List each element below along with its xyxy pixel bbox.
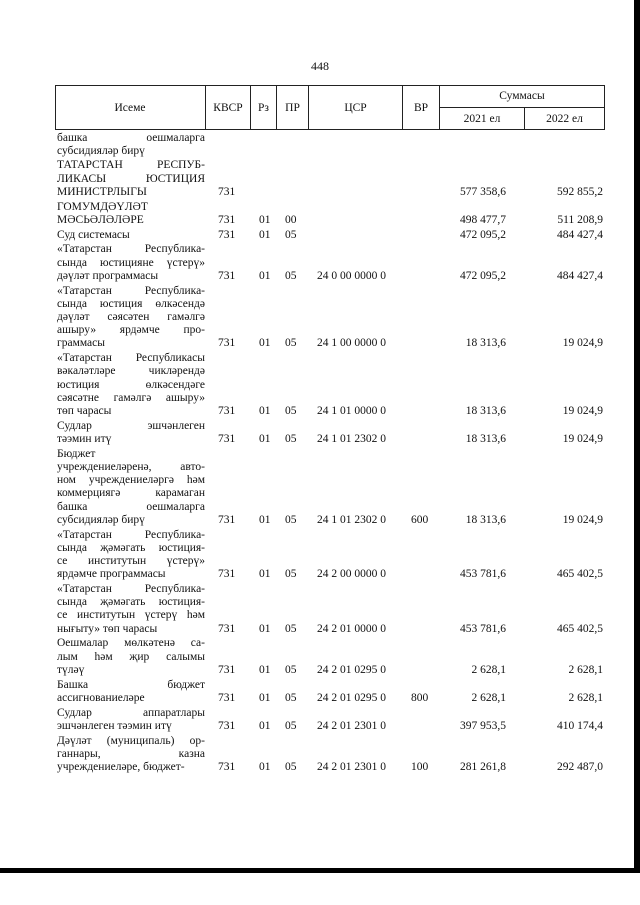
cell-y2022: 410 174,4 bbox=[557, 719, 603, 732]
row-name-line: сында юстицияне үстерү» bbox=[57, 256, 205, 269]
cell-y2021: 18 313,6 bbox=[465, 337, 506, 350]
row-name-line: ЛИКАСЫ ЮСТИЦИЯ bbox=[57, 172, 205, 185]
cell-kvsr: 731 bbox=[218, 513, 236, 526]
cell-rz: 01 bbox=[259, 663, 271, 676]
cell-csr: 24 1 00 0000 0 bbox=[317, 337, 386, 350]
cell-pr: 00 bbox=[285, 213, 297, 226]
row-name-line: ГОМУМДӘҮЛӘТ bbox=[57, 200, 148, 213]
row-name-line: субсидияләр бирү bbox=[57, 513, 145, 526]
row-name-line: юстиция өлкәсендәге bbox=[57, 378, 205, 391]
row-name-line: Дәүләт (муниципаль) ор- bbox=[57, 734, 205, 747]
cell-rz: 01 bbox=[259, 691, 271, 704]
row-name-line: «Татарстан Республика- bbox=[57, 284, 205, 297]
row-name-line: ганнары, казна bbox=[57, 747, 205, 760]
row-name bbox=[57, 243, 205, 283]
cell-vr: 100 bbox=[411, 760, 429, 773]
table-row bbox=[55, 448, 605, 527]
cell-kvsr: 731 bbox=[218, 269, 236, 282]
cell-y2021: 453 781,6 bbox=[460, 622, 506, 635]
cell-y2021: 18 313,6 bbox=[465, 513, 506, 526]
row-name-line: ТАТАРСТАН РЕСПУБ- bbox=[57, 159, 205, 172]
row-name-line: «Татарстан Республика- bbox=[57, 583, 205, 595]
row-name-line: Оешмалар мөлкәтенә са- bbox=[57, 637, 205, 650]
cell-csr: 24 0 00 0000 0 bbox=[317, 269, 386, 282]
row-name bbox=[57, 229, 205, 242]
cell-pr: 05 bbox=[285, 513, 297, 526]
row-name-line: граммасы bbox=[57, 337, 105, 350]
cell-csr: 24 2 01 2301 0 bbox=[317, 760, 386, 773]
cell-csr: 24 2 01 0000 0 bbox=[317, 622, 386, 635]
row-name-line: Судлар аппаратлары bbox=[57, 706, 205, 719]
cell-rz: 01 bbox=[259, 228, 271, 241]
col-vr-header: ВР bbox=[402, 85, 439, 130]
cell-y2022: 19 024,9 bbox=[562, 513, 603, 526]
row-name-line: ашыру» ярдәмче про- bbox=[57, 324, 205, 337]
cell-y2021: 498 477,7 bbox=[460, 213, 506, 226]
cell-y2022: 19 024,9 bbox=[562, 404, 603, 417]
row-name-line: се институтын үстерү» bbox=[57, 554, 205, 567]
cell-csr: 24 1 01 0000 0 bbox=[317, 404, 386, 417]
cell-y2021: 472 095,2 bbox=[460, 269, 506, 282]
row-name-line: вәкаләтләре чикләрендә bbox=[57, 365, 205, 378]
cell-pr: 05 bbox=[285, 269, 297, 282]
col-2022-header: 2022 ел bbox=[524, 107, 604, 130]
cell-kvsr: 731 bbox=[218, 432, 236, 445]
cell-kvsr: 731 bbox=[218, 622, 236, 635]
cell-y2021: 18 313,6 bbox=[465, 432, 506, 445]
row-name-line: башка оешмаларга bbox=[57, 132, 205, 144]
row-name-line: «Татарстан Республикасы bbox=[57, 352, 205, 365]
page-number: 448 bbox=[311, 59, 329, 73]
row-name-line: се институтын үстерү һәм bbox=[57, 609, 205, 622]
table-row bbox=[55, 735, 605, 775]
row-name bbox=[57, 132, 205, 158]
row-name-line: лым һәм җир салымы bbox=[57, 650, 205, 663]
table-row bbox=[55, 159, 605, 199]
table-row bbox=[55, 132, 605, 158]
cell-y2022: 292 487,0 bbox=[557, 760, 603, 773]
table-row bbox=[55, 229, 605, 242]
cell-y2022: 592 855,2 bbox=[557, 185, 603, 198]
table-row bbox=[55, 285, 605, 351]
row-name-line: Судлар эшчәнлеген bbox=[57, 419, 205, 432]
cell-vr: 600 bbox=[411, 513, 429, 526]
row-name-line: учреждениеләренә, авто- bbox=[57, 460, 205, 473]
cell-rz: 01 bbox=[259, 337, 271, 350]
cell-y2022: 2 628,1 bbox=[568, 691, 603, 704]
row-name-line: сында җәмәгать юстиция- bbox=[57, 596, 205, 609]
row-name-line: субсидияләр бирү bbox=[57, 145, 145, 158]
cell-y2022: 465 402,5 bbox=[557, 622, 603, 635]
row-name bbox=[57, 637, 205, 677]
cell-rz: 01 bbox=[259, 269, 271, 282]
cell-pr: 05 bbox=[285, 691, 297, 704]
cell-rz: 01 bbox=[259, 719, 271, 732]
cell-y2022: 2 628,1 bbox=[568, 663, 603, 676]
row-name bbox=[57, 529, 205, 582]
cell-csr: 24 2 01 0295 0 bbox=[317, 691, 386, 704]
cell-kvsr: 731 bbox=[218, 691, 236, 704]
cell-y2022: 484 427,4 bbox=[557, 228, 603, 241]
cell-kvsr: 731 bbox=[218, 228, 236, 241]
row-name-line: МӘСЬӘЛӘЛӘРЕ bbox=[57, 213, 144, 226]
cell-pr: 05 bbox=[285, 432, 297, 445]
row-name-line: сында юстиция өлкәсендә bbox=[57, 297, 205, 310]
cell-y2022: 19 024,9 bbox=[562, 432, 603, 445]
col-rz-header: Рз bbox=[250, 85, 276, 130]
col-sums-header: Суммасы bbox=[439, 85, 604, 107]
cell-pr: 05 bbox=[285, 568, 297, 581]
cell-kvsr: 731 bbox=[218, 404, 236, 417]
table-row bbox=[55, 352, 605, 418]
row-name-line: МИНИСТРЛЫГЫ bbox=[57, 185, 147, 198]
row-name-line: ном учреждениеләргә һәм bbox=[57, 474, 205, 487]
row-name-line: төп чарасы bbox=[57, 404, 112, 417]
row-name bbox=[57, 285, 205, 351]
row-name-line: нығыту» төп чарасы bbox=[57, 622, 158, 635]
row-name-line: сәясәтне гамәлгә ашыру» bbox=[57, 391, 205, 404]
row-name-line: учреждениеләре, бюджет- bbox=[57, 760, 185, 773]
cell-rz: 01 bbox=[259, 213, 271, 226]
cell-csr: 24 1 01 2302 0 bbox=[317, 513, 386, 526]
cell-kvsr: 731 bbox=[218, 719, 236, 732]
cell-pr: 05 bbox=[285, 228, 297, 241]
cell-kvsr: 731 bbox=[218, 760, 236, 773]
cell-y2021: 2 628,1 bbox=[471, 691, 506, 704]
cell-csr: 24 2 01 0295 0 bbox=[317, 663, 386, 676]
table-row bbox=[55, 583, 605, 636]
row-name-line: ассигнованиеләре bbox=[57, 691, 145, 704]
cell-rz: 01 bbox=[259, 622, 271, 635]
row-name-line: түләү bbox=[57, 663, 85, 676]
cell-kvsr: 731 bbox=[218, 337, 236, 350]
cell-y2022: 465 402,5 bbox=[557, 568, 603, 581]
cell-y2022: 511 208,9 bbox=[557, 213, 603, 226]
row-name-line: ярдәмче программасы bbox=[57, 568, 166, 581]
row-name bbox=[57, 679, 205, 705]
cell-kvsr: 731 bbox=[218, 663, 236, 676]
scan-edge-bottom bbox=[0, 868, 640, 873]
cell-y2021: 397 953,5 bbox=[460, 719, 506, 732]
scan-edge-right bbox=[634, 0, 640, 873]
cell-y2021: 453 781,6 bbox=[460, 568, 506, 581]
row-name-line: Башка бюджет bbox=[57, 678, 205, 691]
row-name bbox=[57, 201, 205, 227]
col-2021-header: 2021 ел bbox=[439, 107, 524, 130]
cell-csr: 24 1 01 2302 0 bbox=[317, 432, 386, 445]
row-name bbox=[57, 159, 205, 199]
cell-rz: 01 bbox=[259, 513, 271, 526]
row-name bbox=[57, 352, 205, 418]
col-csr-header: ЦСР bbox=[308, 85, 402, 130]
cell-csr: 24 2 00 0000 0 bbox=[317, 568, 386, 581]
row-name-line: коммерциягә карамаган bbox=[57, 487, 205, 500]
cell-y2022: 19 024,9 bbox=[562, 337, 603, 350]
table-row bbox=[55, 679, 605, 705]
row-name bbox=[57, 448, 205, 527]
row-name-line: сында җәмәгать юстиция- bbox=[57, 541, 205, 554]
table-row bbox=[55, 420, 605, 446]
row-name bbox=[57, 707, 205, 733]
cell-pr: 05 bbox=[285, 404, 297, 417]
row-name-line: дәүләт программасы bbox=[57, 269, 159, 282]
cell-vr: 800 bbox=[411, 691, 429, 704]
table-row bbox=[55, 201, 605, 227]
table-row bbox=[55, 529, 605, 582]
row-name-line: «Татарстан Республика- bbox=[57, 528, 205, 541]
row-name-line: Суд системасы bbox=[57, 228, 130, 241]
cell-pr: 05 bbox=[285, 719, 297, 732]
row-name-line: эшчәнлеген тәэмин итү bbox=[57, 719, 172, 732]
cell-kvsr: 731 bbox=[218, 185, 236, 198]
cell-pr: 05 bbox=[285, 663, 297, 676]
row-name bbox=[57, 420, 205, 446]
cell-y2021: 472 095,2 bbox=[460, 228, 506, 241]
cell-y2021: 2 628,1 bbox=[471, 663, 506, 676]
row-name bbox=[57, 583, 205, 636]
cell-y2021: 577 358,6 bbox=[460, 185, 506, 198]
cell-pr: 05 bbox=[285, 337, 297, 350]
table-header bbox=[55, 85, 605, 130]
col-kvsr-header: КВСР bbox=[205, 85, 250, 130]
table-row bbox=[55, 707, 605, 733]
cell-csr: 24 2 01 2301 0 bbox=[317, 719, 386, 732]
table-row bbox=[55, 243, 605, 283]
cell-y2021: 281 261,8 bbox=[460, 760, 506, 773]
cell-rz: 01 bbox=[259, 568, 271, 581]
col-pr-header: ПР bbox=[276, 85, 308, 130]
row-name-line: тәэмин итү bbox=[57, 432, 112, 445]
row-name bbox=[57, 735, 205, 775]
cell-rz: 01 bbox=[259, 760, 271, 773]
row-name-line: башка оешмаларга bbox=[57, 500, 205, 513]
cell-rz: 01 bbox=[259, 432, 271, 445]
cell-pr: 05 bbox=[285, 622, 297, 635]
cell-rz: 01 bbox=[259, 404, 271, 417]
cell-pr: 05 bbox=[285, 760, 297, 773]
row-name-line: дәүләт сәясәтен гамәлгә bbox=[57, 310, 205, 323]
cell-kvsr: 731 bbox=[218, 213, 236, 226]
cell-kvsr: 731 bbox=[218, 568, 236, 581]
cell-y2022: 484 427,4 bbox=[557, 269, 603, 282]
cell-y2021: 18 313,6 bbox=[465, 404, 506, 417]
col-name-header: Исеме bbox=[114, 101, 146, 114]
table-row bbox=[55, 637, 605, 677]
row-name-line: Бюджет bbox=[57, 447, 96, 460]
row-name-line: «Татарстан Республика- bbox=[57, 243, 205, 256]
